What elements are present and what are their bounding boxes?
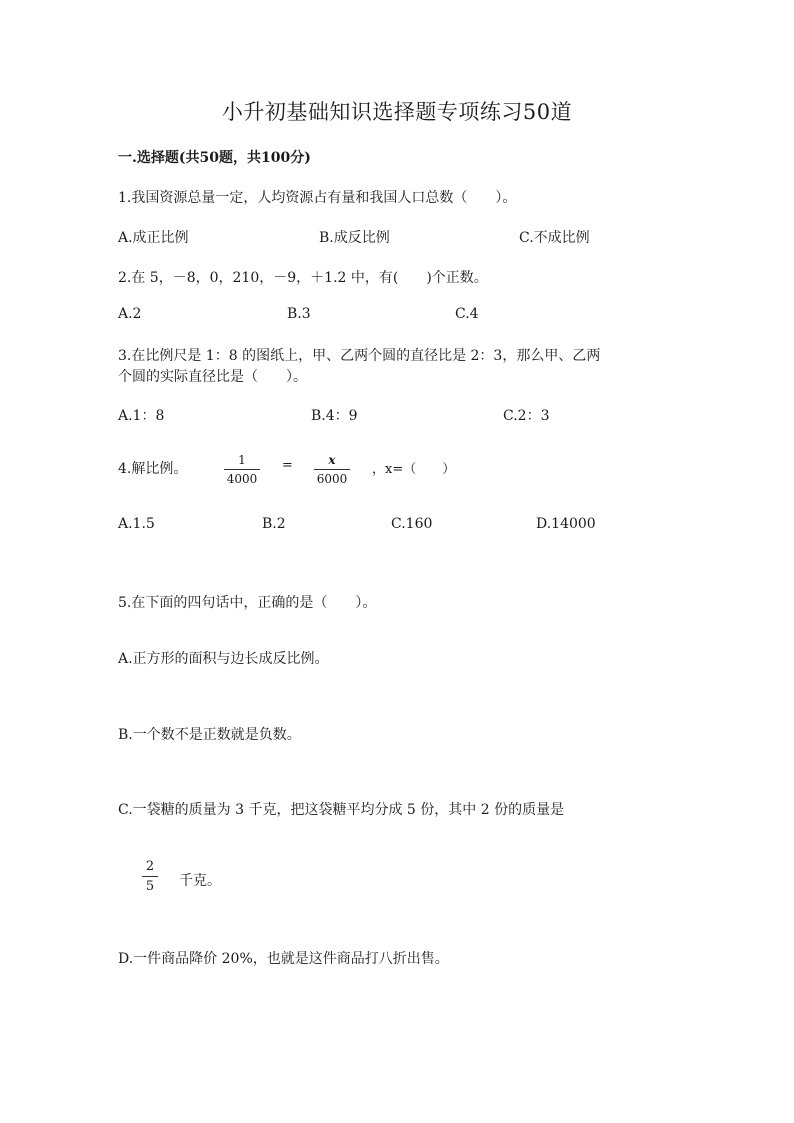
- fraction-numerator: 2: [145, 859, 155, 874]
- q2-option-a: A.2: [118, 306, 142, 322]
- question-1: 1.我国资源总量一定，人均资源占有量和我国人口总数（ ）。: [118, 190, 517, 206]
- fraction-denominator: 5: [145, 879, 155, 894]
- fraction-denominator: 6000: [316, 472, 348, 486]
- question-3-line-1: 3.在比例尺是 1：8 的图纸上，甲、乙两个圆的直径比是 2：3，那么甲、乙两: [118, 348, 601, 364]
- fraction-numerator: x: [328, 453, 336, 467]
- q1-option-b: B.成反比例: [319, 230, 390, 246]
- section-heading: 一.选择题(共50题，共100分): [118, 150, 311, 166]
- q1-option-c: C.不成比例: [519, 230, 590, 246]
- q3-option-a: A.1：8: [118, 408, 165, 424]
- q2-option-b: B.3: [287, 306, 311, 322]
- question-2: 2.在 5，－8，0，210，－9，＋1.2 中，有( )个正数。: [118, 270, 488, 286]
- fraction-x-over-6000: [314, 454, 350, 485]
- q3-option-b: B.4：9: [311, 408, 358, 424]
- q2-option-c: C.4: [455, 306, 479, 322]
- fraction-numerator: 1: [238, 453, 246, 467]
- q5-option-c-unit: 千克。: [179, 873, 221, 889]
- q5-option-b: B.一个数不是正数就是负数。: [118, 727, 301, 743]
- q1-option-a: A.成正比例: [118, 230, 189, 246]
- q5-option-a: A.正方形的面积与边长成反比例。: [118, 651, 329, 667]
- equals-sign: =: [282, 458, 293, 473]
- fraction-2-over-5: [142, 860, 158, 893]
- fraction-1-over-4000: [224, 454, 260, 485]
- question-4-prefix: 4.解比例。: [118, 461, 188, 477]
- q5-option-c: C.一袋糖的质量为 3 千克，把这袋糖平均分成 5 份，其中 2 份的质量是: [118, 802, 565, 818]
- q4-option-b: B.2: [262, 516, 286, 532]
- q4-option-d: D.14000: [536, 516, 596, 532]
- q4-option-c: C.160: [391, 516, 433, 532]
- q5-option-d: D.一件商品降价 20%，也就是这件商品打八折出售。: [118, 951, 449, 967]
- question-4-suffix: ，x=（ ）: [372, 462, 456, 477]
- question-3-line-2: 个圆的实际直径比是（ ）。: [118, 369, 307, 385]
- question-5: 5.在下面的四句话中，正确的是（ ）。: [118, 595, 377, 611]
- page-title: 小升初基础知识选择题专项练习50道: [221, 100, 573, 124]
- fraction-denominator: 4000: [226, 472, 258, 486]
- q4-option-a: A.1.5: [118, 516, 155, 532]
- q3-option-c: C.2：3: [503, 408, 550, 424]
